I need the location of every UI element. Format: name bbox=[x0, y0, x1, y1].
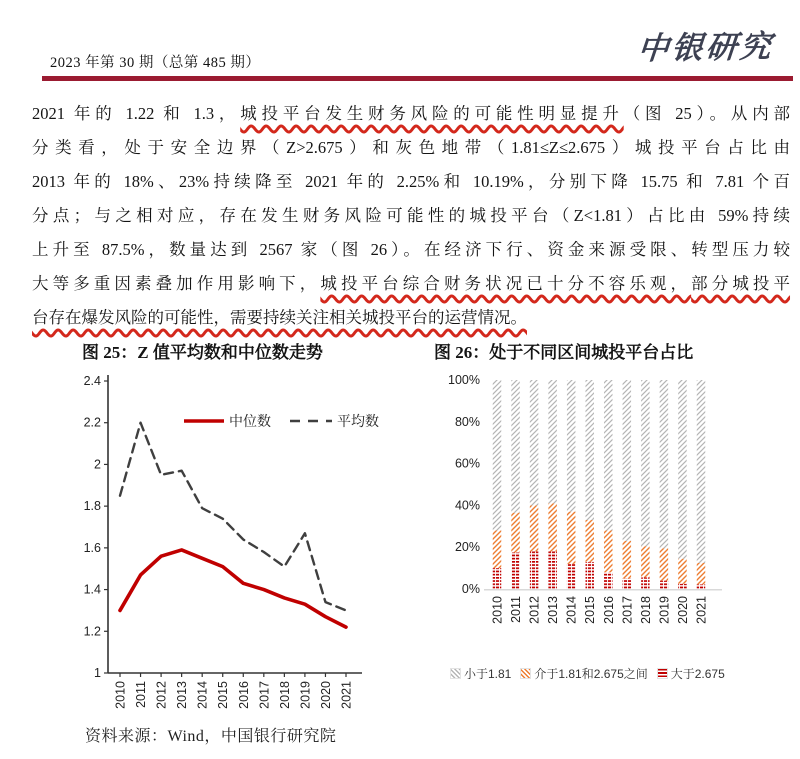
svg-text:2012: 2012 bbox=[527, 595, 542, 624]
svg-text:平均数: 平均数 bbox=[337, 412, 379, 429]
fig26-legend bbox=[450, 665, 794, 682]
legend-item bbox=[657, 665, 725, 682]
header-rule bbox=[42, 76, 793, 81]
brand-logo: 中银研究 bbox=[636, 28, 776, 67]
svg-text:2: 2 bbox=[94, 456, 101, 471]
svg-text:2011: 2011 bbox=[134, 680, 149, 708]
body-text: 分点；与之相对应，存在发生财务风险可能性的城投平台（Z<1.81）占比由 59%持续 bbox=[32, 205, 790, 225]
paragraph-line bbox=[32, 131, 790, 165]
svg-text:2019: 2019 bbox=[298, 680, 313, 709]
legend-swatch-icon bbox=[657, 668, 668, 679]
svg-text:60%: 60% bbox=[454, 456, 480, 471]
svg-text:1.2: 1.2 bbox=[83, 623, 101, 638]
issue-number: 2023 年第 30 期（总第 485 期） bbox=[50, 55, 261, 71]
svg-text:2018: 2018 bbox=[638, 595, 653, 624]
svg-text:中位数: 中位数 bbox=[229, 412, 271, 429]
figure-25 bbox=[58, 341, 404, 713]
svg-text:2.2: 2.2 bbox=[83, 415, 101, 430]
svg-text:2014: 2014 bbox=[564, 595, 579, 624]
paragraph-line bbox=[32, 199, 790, 233]
paragraph-line bbox=[32, 97, 790, 131]
highlighted-text: 城投平台发生财务风险的可能性明显提升 bbox=[240, 103, 624, 123]
figure-26-title: 图 26：处于不同区间城投平台占比 bbox=[434, 342, 694, 362]
body-text: 分类看，处于安全边界（Z>2.675）和灰色地带（1.81≤Z≤2.675）城投平台占比由 bbox=[32, 137, 790, 157]
body-text: 2013 年的 18%、23%持续降至 2021 年的 2.25%和 10.19%，分别下降 15.75 和 7.81 个百 bbox=[32, 171, 790, 191]
svg-text:2021: 2021 bbox=[694, 595, 709, 624]
svg-text:2016: 2016 bbox=[236, 680, 251, 709]
svg-text:2013: 2013 bbox=[546, 595, 561, 624]
svg-text:80%: 80% bbox=[454, 414, 480, 429]
highlighted-text: 部分城投平 bbox=[691, 273, 791, 293]
legend-label: 大于2.675 bbox=[670, 666, 725, 681]
svg-text:2012: 2012 bbox=[154, 680, 169, 709]
body-text: （图 25）。从内部 bbox=[623, 103, 791, 123]
legend-label: 介于1.81和2.675之间 bbox=[534, 666, 648, 681]
svg-text:2020: 2020 bbox=[318, 680, 333, 709]
svg-text:2021: 2021 bbox=[339, 680, 354, 709]
svg-text:2020: 2020 bbox=[675, 595, 690, 624]
source-note: 资料来源：Wind，中国银行研究院 bbox=[85, 727, 337, 745]
figure-25-title: 图 25：Z 值平均数和中位数走势 bbox=[82, 342, 323, 362]
paragraph-line bbox=[32, 233, 790, 267]
svg-text:2016: 2016 bbox=[601, 595, 616, 624]
svg-text:1.4: 1.4 bbox=[83, 582, 101, 597]
legend-label: 小于1.81 bbox=[464, 666, 512, 681]
svg-text:2017: 2017 bbox=[257, 680, 272, 709]
paragraph-line bbox=[32, 165, 790, 199]
page-header bbox=[0, 0, 800, 76]
svg-text:2015: 2015 bbox=[583, 595, 598, 624]
svg-text:1.8: 1.8 bbox=[83, 498, 101, 513]
paragraph-line bbox=[32, 301, 790, 335]
legend-item bbox=[450, 665, 511, 682]
body-text: 2021 年的 1.22 和 1.3， bbox=[32, 103, 241, 123]
svg-text:2018: 2018 bbox=[277, 680, 292, 709]
svg-text:2015: 2015 bbox=[216, 680, 231, 709]
highlighted-text: 台存在爆发风险的可能性，需要持续关注相关城投平台的运营情况。 bbox=[32, 307, 527, 327]
svg-text:40%: 40% bbox=[454, 497, 480, 512]
svg-text:2010: 2010 bbox=[113, 680, 128, 709]
legend-swatch-icon bbox=[520, 668, 531, 679]
svg-text:1: 1 bbox=[94, 665, 101, 680]
figure-26 bbox=[428, 341, 794, 713]
body-text: 上升至 87.5%，数量达到 2567 家（图 26）。在经济下行、资金来源受限、转型压力较 bbox=[32, 239, 790, 259]
svg-text:2011: 2011 bbox=[509, 595, 524, 623]
svg-text:20%: 20% bbox=[454, 539, 480, 554]
legend-swatch-icon bbox=[450, 668, 461, 679]
legend-item bbox=[520, 665, 647, 682]
svg-text:2013: 2013 bbox=[175, 680, 190, 709]
svg-text:2017: 2017 bbox=[620, 595, 635, 624]
body-text: 大等多重因素叠加作用影响下， bbox=[32, 273, 321, 293]
paragraph-line bbox=[32, 267, 790, 301]
highlighted-text: 城投平台综合财务状况已十分不容乐观， bbox=[320, 273, 692, 293]
svg-text:2010: 2010 bbox=[490, 595, 505, 624]
svg-text:2019: 2019 bbox=[657, 595, 672, 624]
svg-text:2014: 2014 bbox=[195, 680, 210, 709]
fig26-bar-chart bbox=[428, 369, 794, 655]
body-paragraph bbox=[32, 97, 790, 335]
charts-row bbox=[58, 341, 800, 713]
svg-text:0%: 0% bbox=[461, 581, 480, 596]
svg-text:2.4: 2.4 bbox=[83, 373, 101, 388]
svg-text:100%: 100% bbox=[448, 372, 480, 387]
svg-text:1.6: 1.6 bbox=[83, 540, 101, 555]
fig25-line-chart bbox=[58, 369, 404, 713]
